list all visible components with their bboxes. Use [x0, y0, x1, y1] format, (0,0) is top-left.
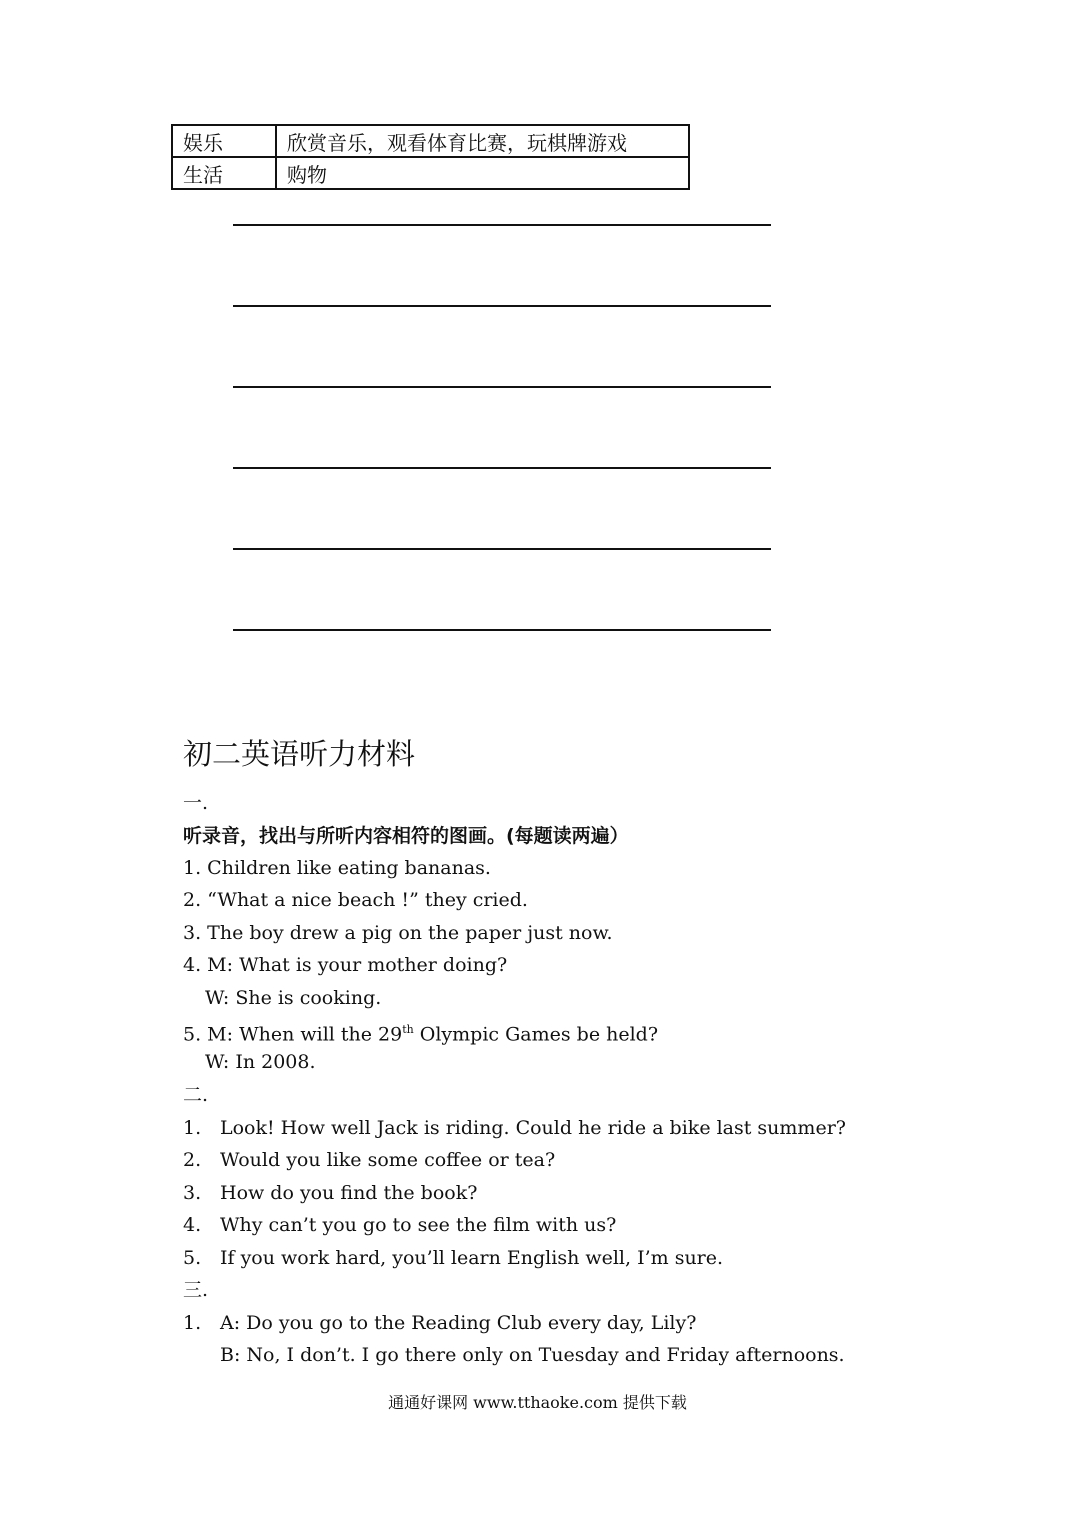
- table-cell-content: 欣赏音乐，观看体育比赛，玩棋牌游戏: [276, 125, 689, 157]
- item-text: Why can’t you go to see the film with us?: [220, 1214, 617, 1236]
- section-label: 二.: [183, 1084, 209, 1106]
- table-row: [172, 125, 689, 157]
- list-item: [183, 1245, 723, 1271]
- item-number: 1.: [183, 1312, 202, 1334]
- section-label: 三.: [183, 1279, 209, 1301]
- item-text: Olympic Games be held?: [413, 1023, 659, 1046]
- item-number: 2.: [183, 1149, 202, 1171]
- list-item: [183, 1212, 616, 1238]
- list-item: W: She is cooking.: [205, 987, 382, 1009]
- item-text: Would you like some coffee or tea?: [220, 1149, 556, 1171]
- writing-line: [233, 629, 771, 631]
- item-text: 5. M: When will the 29: [183, 1023, 403, 1046]
- writing-line: [233, 548, 771, 550]
- list-item: W: In 2008.: [205, 1051, 316, 1073]
- list-item: 4. M: What is your mother doing?: [183, 954, 508, 976]
- table-cell-content: 购物: [276, 157, 689, 189]
- list-item: [183, 1115, 846, 1141]
- writing-line: [233, 224, 771, 226]
- activity-table: [171, 124, 690, 190]
- writing-line: [233, 305, 771, 307]
- list-item: 2. “What a nice beach !” they cried.: [183, 889, 528, 911]
- superscript: th: [402, 1023, 414, 1036]
- writing-line: [233, 386, 771, 388]
- section-label: 一.: [183, 792, 209, 814]
- item-number: 3.: [183, 1182, 202, 1204]
- list-item: [183, 1180, 477, 1206]
- item-number: 4.: [183, 1214, 202, 1236]
- item-text: How do you find the book?: [220, 1182, 478, 1204]
- table-cell-category: 娱乐: [172, 125, 276, 157]
- item-text: A: Do you go to the Reading Club every day, Lily?: [220, 1312, 697, 1334]
- list-item: [183, 1017, 658, 1047]
- item-text: If you work hard, you’ll learn English well, I’m sure.: [220, 1247, 724, 1269]
- table-row: [172, 157, 689, 189]
- page-title: 初二英语听力材料: [183, 737, 416, 771]
- section-instruction: 听录音，找出与所听内容相符的图画。(每题读两遍）: [183, 825, 629, 847]
- writing-line: [233, 467, 771, 469]
- list-item: [183, 1310, 696, 1336]
- list-item: B: No, I don’t. I go there only on Tuesday and Friday afternoons.: [220, 1344, 845, 1366]
- footer-text: 通通好课网 www.tthaoke.com 提供下载: [388, 1393, 687, 1412]
- table-cell-category: 生活: [172, 157, 276, 189]
- list-item: 3. The boy drew a pig on the paper just now.: [183, 922, 613, 944]
- item-number: 5.: [183, 1247, 202, 1269]
- item-text: Look! How well Jack is riding. Could he ride a bike last summer?: [220, 1117, 846, 1139]
- list-item: [183, 1147, 555, 1173]
- item-number: 1.: [183, 1117, 202, 1139]
- list-item: 1. Children like eating bananas.: [183, 857, 491, 879]
